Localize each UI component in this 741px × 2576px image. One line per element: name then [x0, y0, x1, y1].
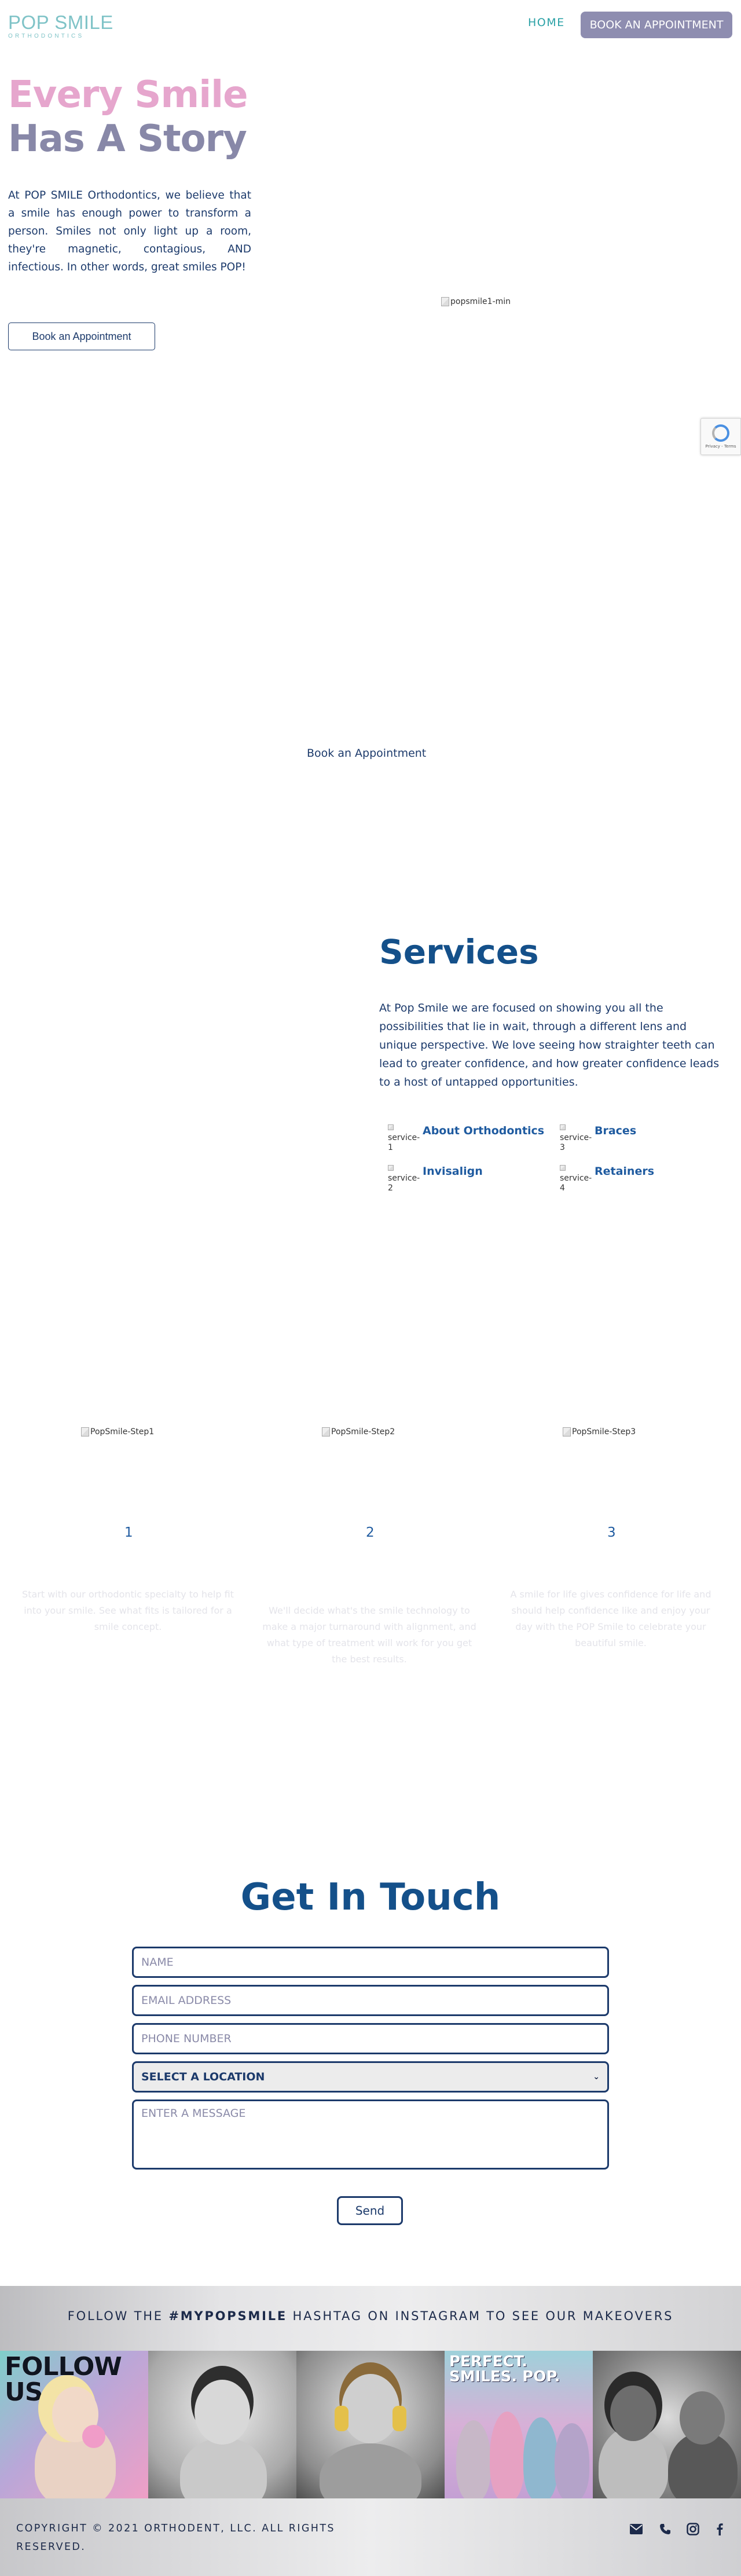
instagram-tile[interactable]: [296, 2351, 445, 2498]
step-number: 2: [366, 1525, 375, 1540]
instagram-banner: [0, 2286, 741, 2351]
person-photo: [555, 2423, 589, 2498]
service-item-retainers[interactable]: [560, 1164, 654, 1193]
hero-image: [441, 297, 511, 306]
service-image: [388, 1123, 420, 1153]
copyright-text: COPYRIGHT © 2021 ORTHODENT, LLC. ALL RIGHTS RESERVED.: [16, 2523, 335, 2553]
service-label[interactable]: Retainers: [595, 1165, 655, 1178]
facebook-icon[interactable]: [712, 2522, 727, 2537]
service-image-alt: service-4: [560, 1174, 592, 1193]
person-photo: [490, 2412, 524, 2498]
step-description: Start with our orthodontic specialty to help fit into your smile. See what fits is tailored for a smile concept.: [22, 1589, 234, 1632]
service-image: [560, 1164, 592, 1193]
service-item-braces[interactable]: [560, 1123, 636, 1153]
person-photo-head: [342, 2374, 399, 2443]
phone-field[interactable]: [132, 2023, 609, 2054]
step-description: We'll decide what's the smile technology to make a major turnaround with alignment, and what type of treatment will work for you get the best results.: [262, 1605, 476, 1665]
instagram-tile[interactable]: [593, 2351, 741, 2498]
broken-image-icon: [560, 1124, 566, 1130]
headphones-icon: [392, 2406, 406, 2431]
service-item-invisalign[interactable]: [388, 1164, 483, 1193]
person-photo-head: [680, 2391, 725, 2445]
hero-image-alt: popsmile1-min: [450, 297, 511, 306]
service-image-alt: service-2: [388, 1174, 420, 1193]
step-image-alt: PopSmile-Step3: [572, 1427, 636, 1437]
instagram-tile[interactable]: [148, 2351, 296, 2498]
chevron-down-icon: ⌄: [593, 2072, 600, 2082]
tile-caption: PERFECT. SMILES. POP.: [449, 2353, 560, 2386]
tile-caption: FOLLOW US: [5, 2352, 122, 2407]
nav-book-appointment-button[interactable]: BOOK AN APPOINTMENT: [581, 12, 732, 38]
step-image: [322, 1427, 395, 1437]
step-number: 1: [124, 1525, 133, 1540]
hero-title-line1: Every Smile: [8, 74, 248, 116]
instagram-tile[interactable]: [0, 2351, 148, 2498]
hero-title-line2: Has A Story: [8, 118, 247, 160]
step-image: [81, 1427, 154, 1437]
location-select[interactable]: [132, 2061, 609, 2093]
instagram-tile[interactable]: [445, 2351, 593, 2498]
recaptcha-links: Privacy - Terms: [705, 444, 736, 449]
broken-image-icon: [441, 297, 449, 306]
logo[interactable]: [8, 13, 113, 39]
instagram-hashtag[interactable]: #MYPOPSMILE: [168, 2309, 288, 2323]
nav-home-link[interactable]: HOME: [528, 16, 565, 29]
service-item-about-orthodontics[interactable]: [388, 1123, 544, 1153]
site-footer: [0, 2498, 741, 2576]
person-photo: [320, 2443, 421, 2498]
broken-image-icon: [81, 1427, 89, 1437]
instagram-gallery: [0, 2351, 741, 2498]
service-image: [388, 1164, 420, 1193]
person-photo: [180, 2438, 267, 2498]
logo-wordmark: POP SMILE: [8, 12, 113, 33]
step-image-alt: PopSmile-Step2: [331, 1427, 395, 1437]
service-image-alt: service-1: [388, 1133, 420, 1152]
step-description: A smile for life gives confidence for life and should help confidence like and enjoy your day with the POP Smile to celebrate your beautiful smile.: [510, 1589, 711, 1648]
instagram-cta-suffix: HASHTAG ON INSTAGRAM TO SEE OUR MAKEOVERS: [287, 2309, 674, 2323]
person-photo: [523, 2417, 558, 2498]
bubblegum-bubble: [82, 2425, 105, 2448]
service-image-alt: service-3: [560, 1133, 592, 1152]
site-header: [0, 0, 741, 50]
hero-description: At POP SMILE Orthodontics, we believe that a smile has enough power to transform a person. Smiles not only light up a room, they're magnetic, contagious, AND infectious. In other words, great smiles POP!: [8, 189, 251, 273]
instagram-cta-prefix: FOLLOW THE: [67, 2309, 169, 2323]
envelope-icon[interactable]: [629, 2522, 644, 2537]
phone-icon[interactable]: [658, 2522, 673, 2537]
service-label[interactable]: About Orthodontics: [423, 1124, 545, 1137]
hero-book-appointment-button[interactable]: Book an Appointment: [8, 323, 155, 350]
broken-image-icon: [388, 1124, 394, 1130]
service-image: [560, 1123, 592, 1153]
message-field[interactable]: [132, 2099, 609, 2170]
headphones-icon: [335, 2406, 349, 2431]
step-number: 3: [607, 1525, 616, 1540]
step-image: [563, 1427, 636, 1437]
services-title: Services: [379, 932, 539, 972]
step-image-alt: PopSmile-Step1: [90, 1427, 155, 1437]
person-photo-head: [610, 2386, 656, 2441]
service-label[interactable]: Invisalign: [423, 1165, 483, 1178]
broken-image-icon: [322, 1427, 330, 1437]
recaptcha-badge[interactable]: [700, 418, 741, 455]
hero-title: [8, 73, 247, 161]
service-label[interactable]: Braces: [595, 1124, 637, 1137]
person-photo: [456, 2420, 491, 2498]
services-description: At Pop Smile we are focused on showing you all the possibilities that lie in wait, through a different lens and unique perspective. We love seeing how straighter teeth can lead to greater confidence, and how greater confidence leads to a host of untapped opportunities.: [379, 1002, 720, 1089]
email-field[interactable]: [132, 1985, 609, 2016]
instagram-icon[interactable]: [685, 2522, 700, 2537]
send-button[interactable]: Send: [337, 2196, 403, 2225]
name-field[interactable]: [132, 1947, 609, 1978]
book-appointment-link[interactable]: Book an Appointment: [307, 747, 427, 760]
instagram-cta: [0, 2309, 741, 2323]
broken-image-icon: [563, 1427, 571, 1437]
broken-image-icon: [388, 1165, 394, 1171]
person-photo-head: [195, 2380, 250, 2445]
location-select-value: SELECT A LOCATION: [141, 2071, 265, 2083]
contact-title: Get In Touch: [240, 1876, 501, 1919]
recaptcha-icon: [712, 424, 729, 442]
logo-tagline: ORTHODONTICS: [8, 33, 85, 39]
broken-image-icon: [560, 1165, 566, 1171]
